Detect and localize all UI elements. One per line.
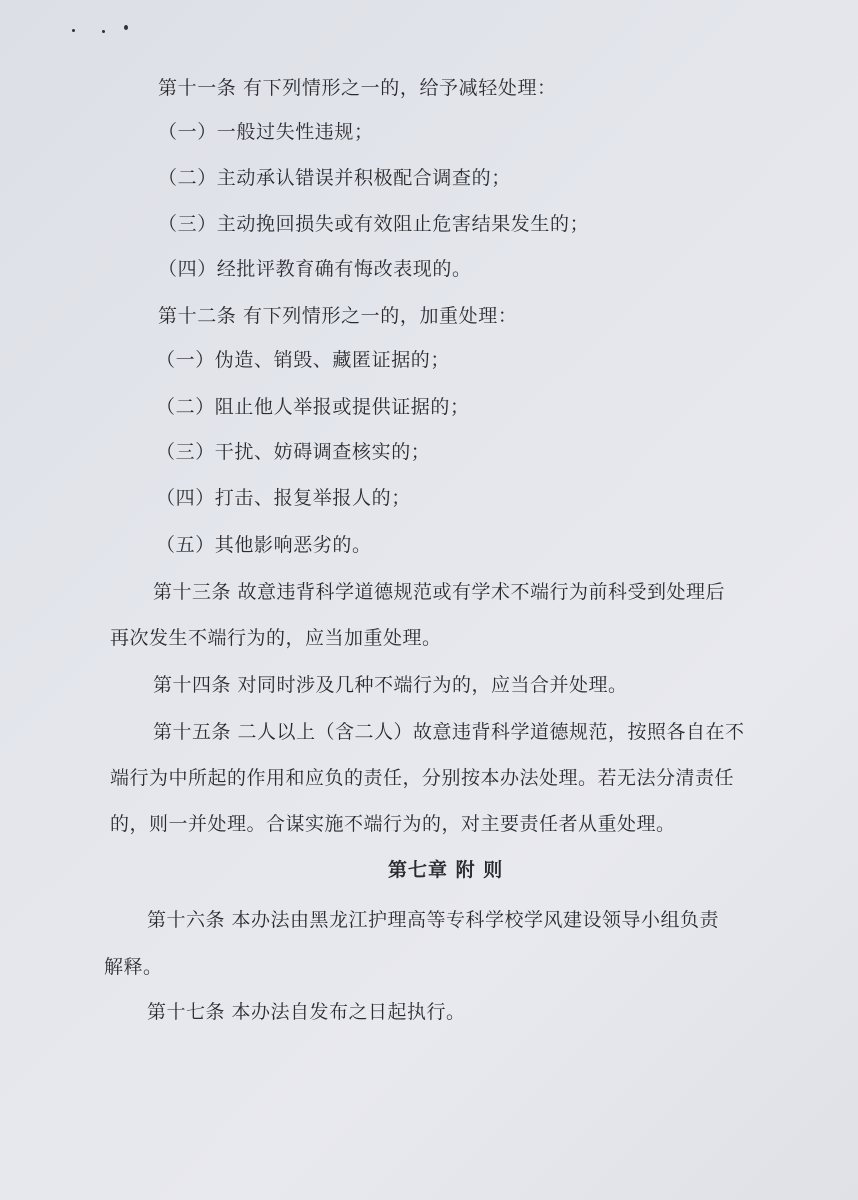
speck bbox=[124, 25, 128, 30]
article-12-item-4: （四）打击、报复举报人的； bbox=[156, 487, 411, 509]
article-12-item-2: （二）阻止他人举报或提供证据的； bbox=[156, 396, 470, 418]
article-15-line-3: 的，则一并处理。合谋实施不端行为的，对主要责任者从重处理。 bbox=[110, 813, 676, 835]
article-17: 第十七条 本办法自发布之日起执行。 bbox=[147, 1001, 466, 1023]
article-11-item-1: （一）一般过失性违规； bbox=[158, 121, 374, 143]
article-16-line-2: 解释。 bbox=[104, 956, 163, 978]
article-11-item-4: （四）经批评教育确有悔改表现的。 bbox=[158, 258, 472, 280]
article-11-item-3: （三）主动挽回损失或有效阻止危害结果发生的； bbox=[158, 213, 590, 235]
article-12-item-1: （一）伪造、销毁、藏匿证据的； bbox=[156, 349, 451, 371]
article-11-item-2: （二）主动承认错误并积极配合调查的； bbox=[158, 167, 511, 189]
article-13-line-1: 第十三条 故意违背科学道德规范或有学术不端行为前科受到处理后 bbox=[153, 581, 726, 603]
speck bbox=[72, 29, 75, 32]
article-16-line-1: 第十六条 本办法由黑龙江护理高等专科学校学风建设领导小组负责 bbox=[147, 909, 720, 931]
article-12-item-5: （五）其他影响恶劣的。 bbox=[156, 534, 372, 556]
chapter-7-title: 第七章 附 则 bbox=[388, 859, 504, 881]
article-15-line-2: 端行为中所起的作用和应负的责任，分别按本办法处理。若无法分清责任 bbox=[110, 767, 735, 789]
speck bbox=[102, 30, 105, 33]
article-15-line-1: 第十五条 二人以上（含二人）故意违背科学道德规范，按照各自在不 bbox=[153, 721, 745, 743]
article-12-heading: 第十二条 有下列情形之一的，加重处理： bbox=[158, 305, 518, 327]
article-12-item-3: （三）干扰、妨碍调查核实的； bbox=[156, 441, 431, 463]
article-13-line-2: 再次发生不端行为的，应当加重处理。 bbox=[110, 627, 442, 649]
article-14: 第十四条 对同时涉及几种不端行为的，应当合并处理。 bbox=[153, 674, 628, 696]
scan-specks bbox=[70, 20, 140, 36]
article-11-heading: 第十一条 有下列情形之一的，给予减轻处理： bbox=[158, 77, 557, 99]
